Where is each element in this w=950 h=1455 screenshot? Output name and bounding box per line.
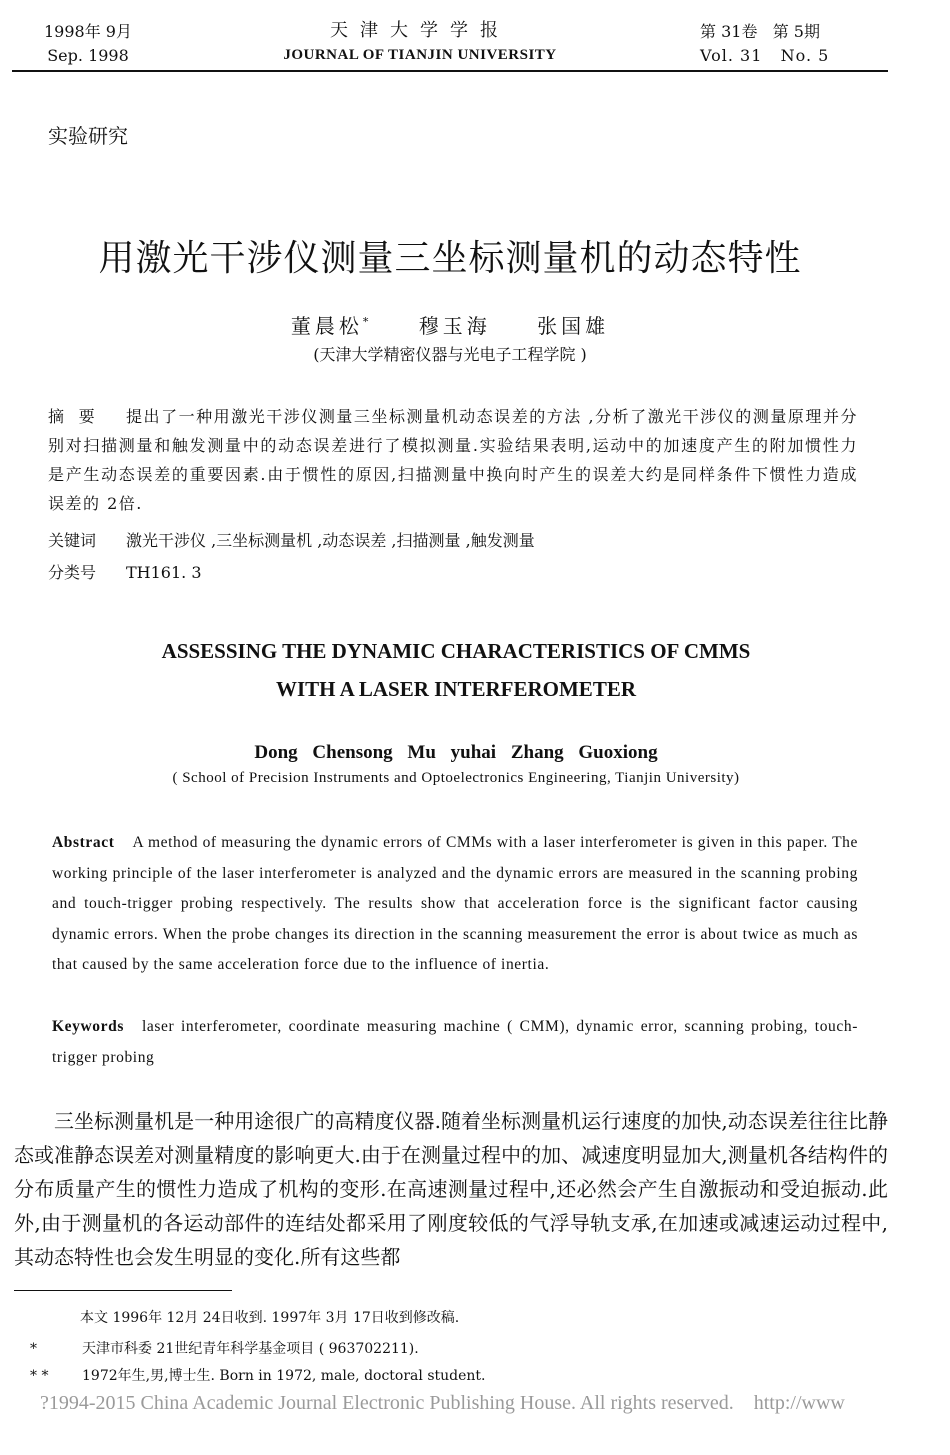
classification-cn-text: TH161. 3 [126,563,202,582]
header-date-en: Sep. 1998 [47,46,129,65]
author-3: 张国雄 [537,314,610,338]
header-date [38,20,138,68]
footnote-funding [30,1339,419,1359]
body-text [14,1104,888,1274]
author-2: 穆玉海 [418,314,491,338]
abstract-cn-label: 摘 要 [48,407,97,426]
header-volume-cn: 第 31卷 第 5期 [700,22,820,41]
footnote-received [80,1308,459,1328]
footnote-author-bio [30,1366,485,1386]
classification-cn-label: 分类号 [48,563,97,582]
abstract-en-text: A method of measuring the dynamic errors of CMMs with a laser interferometer is given in this paper. The working principle of the laser interferometer is analyzed and the dynamic errors are measured in the scanning probing and touch-trigger probing respectively. The results show that acceleration force is the significant factor causing dynamic errors. When the probe changes its direction in the scanning measurement the error is about twice as much as that caused by the same acceleration force due to the influence of inertia. [52,834,858,973]
abstract-cn [48,402,858,518]
classification-cn [48,559,858,587]
journal-name-cn: 天津大学学报 [330,20,510,41]
section-label: 实验研究 [48,124,128,148]
copyright-watermark: ?1994-2015 China Academic Journal Electronic Publishing House. All rights reserved. http://www [40,1392,845,1414]
keywords-cn-label: 关键词 [48,531,97,550]
footnote-3-text: 1972年生,男,博士生. Born in 1972, male, doctoral student. [82,1368,486,1384]
paper-title-en-line-1: ASSESSING THE DYNAMIC CHARACTERISTICS OF CMMS [161,639,751,663]
header-journal [250,18,590,66]
abstract-en [52,828,858,981]
author-1-mark: * [362,315,373,329]
abstract-en-label: Abstract [52,834,115,851]
keywords-en-text: laser interferometer, coordinate measuring machine ( CMM), dynamic error, scanning probing, touch-trigger probing [52,1018,858,1066]
abstract-cn-text: 提出了一种用激光干涉仪测量三坐标测量机动态误差的方法 ,分析了激光干涉仪的测量原理并分别对扫描测量和触发测量中的动态误差进行了模拟测量.实验结果表明,运动中的加速度产生的附加惯性力是产生动态误差的重要因素.由于惯性的原因,扫描测量中换向时产生的误差大约是同样条件下惯性力造成误差的 2倍. [48,407,858,513]
authors-cn [0,310,900,339]
author-1 [291,314,373,338]
footnote-3-mark: * * [30,1368,49,1384]
affiliation-en: ( School of Precision Instruments and Optoelectronics Engineering, Tianjin University) [172,770,740,786]
keywords-en [52,1012,858,1073]
header-volume [700,20,829,68]
paper-title-en [0,632,912,708]
authors-en: Dong Chensong Mu yuhai Zhang Guoxiong [254,742,658,763]
header-rule [12,70,888,72]
author-1-name: 董晨松 [290,314,363,338]
keywords-en-label: Keywords [52,1018,124,1035]
paper-title-cn: 用激光干涉仪测量三坐标测量机的动态特性 [98,238,802,279]
footnote-rule [14,1290,232,1291]
footnote-2-mark: * [30,1341,37,1357]
keywords-cn [48,527,858,555]
footnote-2-text: 天津市科委 21世纪青年科学基金项目 ( 963702211). [82,1341,419,1357]
keywords-cn-text: 激光干涉仪 ,三坐标测量机 ,动态误差 ,扫描测量 ,触发测量 [126,531,535,550]
journal-name-en: JOURNAL OF TIANJIN UNIVERSITY [283,47,557,63]
header-volume-en: Vol. 31 No. 5 [700,46,830,65]
affiliation-cn: (天津大学精密仪器与光电子工程学院 ) [313,345,587,364]
body-paragraph: 三坐标测量机是一种用途很广的高精度仪器.随着坐标测量机运行速度的加快,动态误差往往比静态或准静态误差对测量精度的影响更大.由于在测量过程中的加、减速度明显加大,测量机各结构件的分布质量产生的惯性力造成了机构的变形.在高速测量过程中,还必然会产生自激振动和受迫振动.此外,由于测量机的各运动部件的连结处都采用了刚度较低的气浮导轨支承,在加速或减速运动过程中,其动态特性也会发生明显的变化.所有这些都 [14,1109,888,1269]
paper-title-en-line-2: WITH A LASER INTERFEROMETER [276,677,636,701]
header-date-cn: 1998年 9月 [44,22,132,41]
footnote-1-text: 本文 1996年 12月 24日收到. 1997年 3月 17日收到修改稿. [80,1310,460,1326]
